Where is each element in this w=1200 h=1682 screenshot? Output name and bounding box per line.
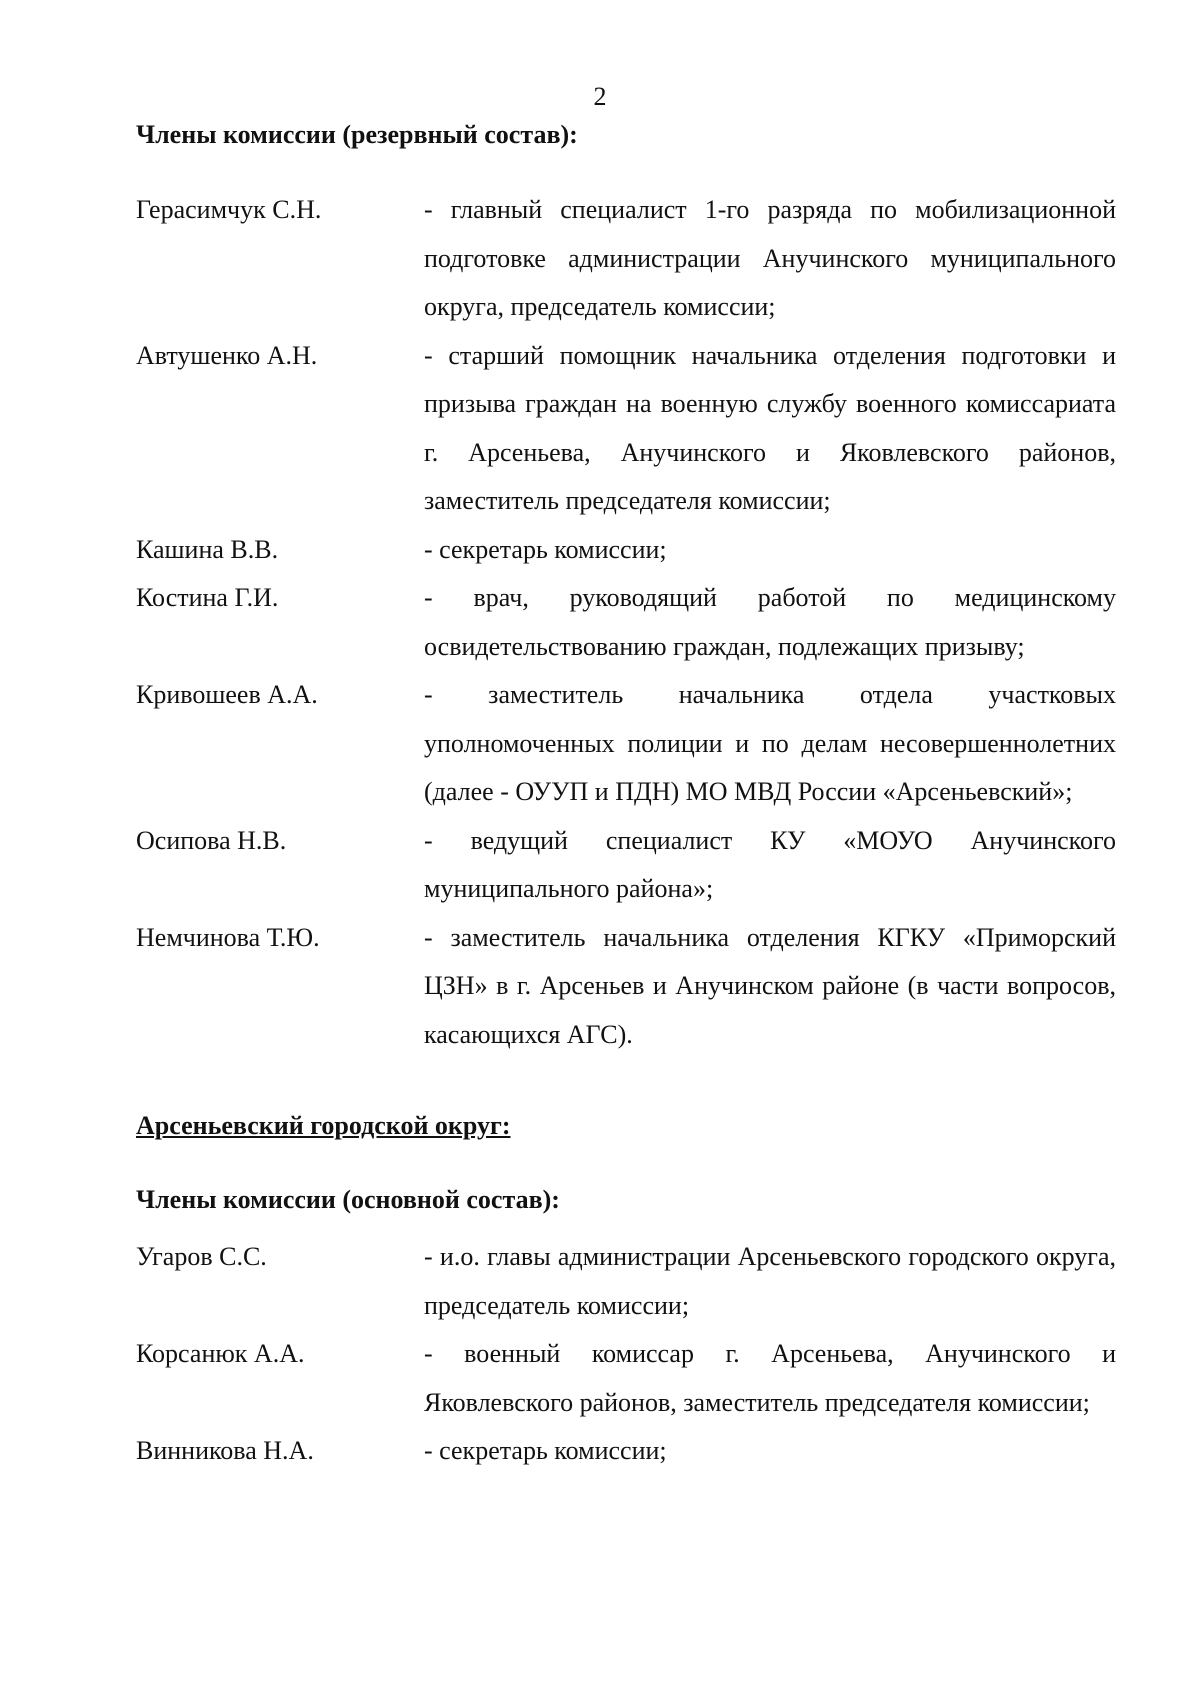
reserve-members-heading: Члены комиссии (резервный состав): [136, 120, 578, 149]
main-members-list [136, 1233, 1116, 1476]
member-name: Осипова Н.В. [136, 825, 287, 855]
member-role: - врач, руководящий работой по медицинскому освидетельствованию граждан, подлежащих призыву; [424, 583, 1116, 661]
member-name: Корсанюк А.А. [136, 1339, 305, 1368]
member-name: Угаров С.С. [136, 1242, 267, 1271]
member-row [136, 1330, 1116, 1427]
member-role: - секретарь комиссии; [424, 534, 667, 564]
member-row [136, 1427, 1116, 1476]
member-row [136, 817, 1116, 914]
member-role: - ведущий специалист КУ «МОУО Анучинского муниципального района»; [424, 825, 1116, 903]
reserve-members-list [136, 186, 1116, 1059]
member-role: - главный специалист 1-го разряда по мобилизационной подготовке администрации Анучинского муниципального округа, председатель комиссии; [424, 195, 1116, 321]
member-row [136, 526, 1116, 575]
member-role: - заместитель начальника отделения КГКУ «Приморский ЦЗН» в г. Арсеньев и Анучинском районе (в части вопросов, касающихся АГС). [424, 922, 1116, 1049]
member-name: Немчинова Т.Ю. [136, 922, 320, 952]
member-role: - старший помощник начальника отделения подготовки и призыва граждан на военную службу военного комиссариата г. Арсеньева, Анучинского и Яковлевского районов, заместитель председателя комиссии; [424, 340, 1116, 515]
member-row [136, 914, 1116, 1060]
member-name: Автушенко А.Н. [136, 340, 318, 370]
member-name: Герасимчук С.Н. [136, 195, 322, 224]
document-content [136, 118, 1116, 1476]
member-row [136, 332, 1116, 526]
member-row [136, 574, 1116, 671]
member-row [136, 671, 1116, 817]
member-name: Кашина В.В. [136, 534, 279, 564]
member-role: - военный комиссар г. Арсеньева, Анучинского и Яковлевского районов, заместитель председателя комиссии; [424, 1339, 1116, 1417]
member-name: Винникова Н.А. [136, 1436, 314, 1465]
main-members-heading: Члены комиссии (основной состав): [136, 1185, 560, 1214]
member-row [136, 186, 1116, 332]
member-name: Костина Г.И. [136, 583, 279, 612]
member-row [136, 1233, 1116, 1330]
page-number: 2 [593, 82, 607, 111]
member-role: - заместитель начальника отдела участковых уполномоченных полиции и по делам несовершеннолетних (далее - ОУУП и ПДН) МО МВД России «Арсеньевский»; [424, 680, 1116, 806]
member-role: - и.о. главы администрации Арсеньевского городского округа, председатель комиссии; [424, 1242, 1116, 1320]
member-name: Кривошеев А.А. [136, 680, 318, 709]
district-heading: Арсеньевский городской округ: [136, 1111, 511, 1140]
member-role: - секретарь комиссии; [424, 1436, 667, 1465]
